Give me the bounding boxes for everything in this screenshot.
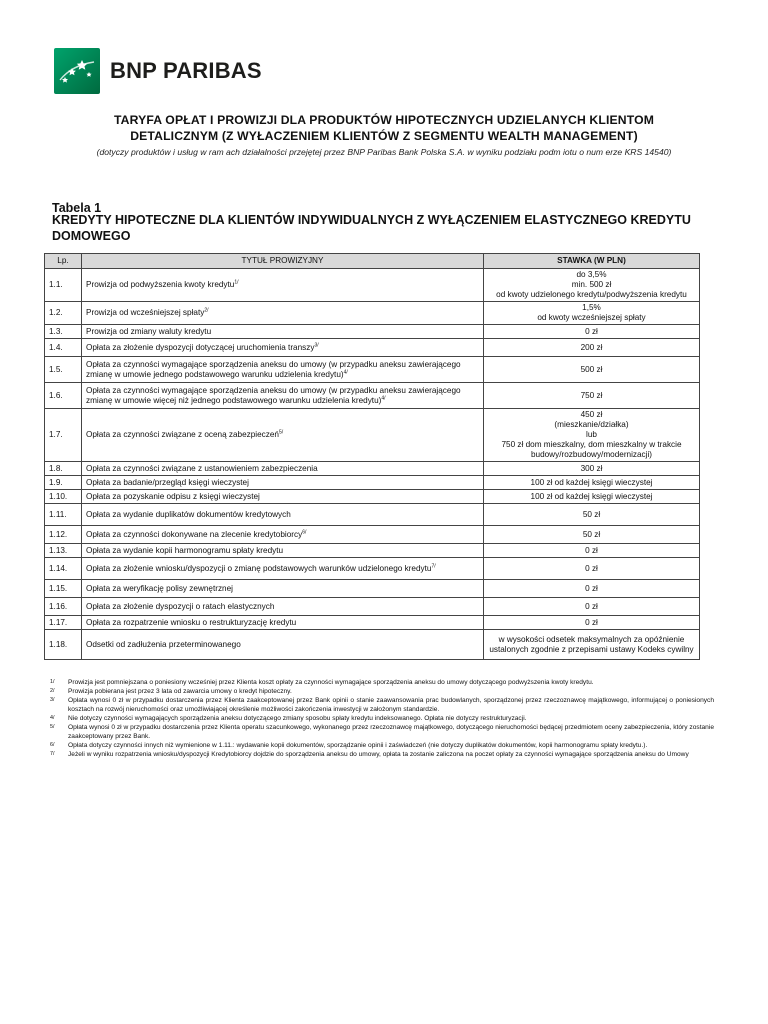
footnote-mark: 2/ — [50, 688, 55, 694]
table-row — [45, 490, 700, 504]
rate-line: 750 zł — [580, 390, 603, 400]
footnote-mark: 5/ — [50, 724, 55, 730]
row-number: 1.1. — [45, 269, 82, 302]
footnote — [50, 714, 714, 723]
footnote-text: Jeżeli w wyniku rozpatrzenia wniosku/dyspozycji Kredytobiorcy dojdzie do sporządzenia aneksu do umowy, opłata ta zostanie zaliczona na poczet opłaty za czynności wymagające sporządzenia aneksu do Umowy — [68, 751, 689, 758]
page-subtitle: (dotyczy produktów i usług w ram ach działalności przejętej przez BNP Paribas Bank Polska S.A. w wyniku podziału podm iotu o num erze KRS 14540) — [96, 147, 672, 157]
table-row — [45, 504, 700, 526]
table-row — [45, 544, 700, 558]
rate-line: do 3,5% — [576, 270, 607, 279]
fee-title-text: Opłata za badanie/przegląd księgi wieczystej — [86, 477, 249, 487]
footnote-text: Nie dotyczy czynności wymagających sporządzenia aneksu dotyczącego zmiany sposobu spłaty kredytu indeksowanego. Opłata nie dotyczy restrukturyzacji. — [68, 715, 527, 722]
table-row — [45, 302, 700, 325]
rate-line: 750 zł dom mieszkalny, dom mieszkalny w trakcie budowy/rozbudowy/modernizacji) — [501, 440, 682, 459]
row-rate — [484, 630, 700, 660]
fee-title-text: Opłata za czynności wymagające sporządzenia aneksu do umowy (w przypadku aneksu zawierającego zmianę w umowie więcej niż jednego podstawowego warunku udzielenia kredytu) — [86, 385, 461, 405]
row-fee-title — [82, 462, 484, 476]
row-number: 1.14. — [45, 558, 82, 580]
rate-line: 0 zł — [585, 601, 598, 611]
row-fee-title — [82, 504, 484, 526]
table-row — [45, 558, 700, 580]
footnote-ref: 4/ — [381, 394, 386, 401]
rate-line: 50 zł — [582, 529, 601, 539]
footnote — [50, 678, 714, 687]
row-number: 1.2. — [45, 302, 82, 325]
rate-line: 450 zł — [580, 410, 603, 419]
footnote-text: Prowizja jest pomniejszana o poniesiony wcześniej przez Klienta koszt opłaty za czynności wymagające sporządzenia aneksu do umowy dotyczącego podwyższenia kwoty kredytu. — [68, 679, 594, 686]
rate-line: 0 zł — [585, 545, 598, 555]
rate-line: 0 zł — [585, 326, 598, 336]
row-rate — [484, 598, 700, 616]
row-rate — [484, 339, 700, 357]
rate-line: 100 zł od każdej księgi wieczystej — [530, 477, 653, 487]
page-title-line-2: DETALICZNYM (Z WYŁACZENIEM KLIENTÓW Z SEGMENTU WEALTH MANAGEMENT) — [130, 129, 638, 143]
rate-line: 300 zł — [580, 463, 603, 473]
row-fee-title — [82, 580, 484, 598]
row-rate — [484, 462, 700, 476]
row-number: 1.15. — [45, 580, 82, 598]
table-row — [45, 269, 700, 302]
fee-title-text: Prowizja od wcześniejszej spłaty — [86, 308, 205, 317]
row-rate — [484, 544, 700, 558]
table-row — [45, 383, 700, 409]
footnote-mark: 6/ — [50, 742, 55, 748]
row-fee-title — [82, 339, 484, 357]
row-rate — [484, 409, 700, 462]
header-title: TYTUŁ PROWIZYJNY — [82, 254, 484, 269]
footnote-mark: 1/ — [50, 679, 55, 685]
row-rate — [484, 490, 700, 504]
table-title: KREDYTY HIPOTECZNE DLA KLIENTÓW INDYWIDUALNYCH Z WYŁĄCZENIEM ELASTYCZNEGO KREDYTU DOMOWEGO — [52, 213, 691, 243]
row-number: 1.5. — [45, 357, 82, 383]
table-row — [45, 616, 700, 630]
fees-table-body — [45, 269, 700, 660]
fee-title-text: Opłata za wydanie kopii harmonogramu spłaty kredytu — [86, 545, 284, 555]
row-number: 1.4. — [45, 339, 82, 357]
fee-title-text: Opłata za rozpatrzenie wniosku o restrukturyzację kredytu — [86, 617, 297, 627]
rate-line: 200 zł — [580, 342, 603, 352]
row-fee-title — [82, 325, 484, 339]
table-row — [45, 357, 700, 383]
page-title-line-1: TARYFA OPŁAT I PROWIZJI DLA PRODUKTÓW HIPOTECZNYCH UDZIELANYCH KLIENTOM — [113, 113, 655, 127]
row-rate — [484, 383, 700, 409]
rate-line: od kwoty wcześniejszej spłaty — [537, 313, 646, 322]
row-fee-title — [82, 409, 484, 462]
rate-line: 1,5% — [582, 303, 601, 312]
row-fee-title — [82, 630, 484, 660]
logo-wordmark: BNP PARIBAS — [110, 58, 262, 83]
fee-title-text: Opłata za czynności związane z ustanowieniem zabezpieczenia — [86, 463, 318, 473]
header-lp: Lp. — [45, 254, 82, 269]
row-number: 1.17. — [45, 616, 82, 630]
row-number: 1.3. — [45, 325, 82, 339]
table-row — [45, 526, 700, 544]
row-fee-title — [82, 526, 484, 544]
row-rate — [484, 476, 700, 490]
footnote-mark: 4/ — [50, 715, 55, 721]
row-rate — [484, 504, 700, 526]
row-number: 1.18. — [45, 630, 82, 660]
row-fee-title — [82, 558, 484, 580]
row-rate — [484, 325, 700, 339]
fee-title-text: Odsetki od zadłużenia przeterminowanego — [86, 639, 241, 649]
row-fee-title — [82, 616, 484, 630]
table-row — [45, 476, 700, 490]
table-row — [45, 630, 700, 660]
footnote — [50, 696, 714, 714]
footnote-text: Opłata wynosi 0 zł w przypadku dostarczenia przez Klienta zaakceptowanej przez Bank opinii o stanie zaawansowania prac budowlanych, sporządzonej przez rzeczoznawcę majątkowego, informującej o poniesionych kosztach na rozwój nieruchomości oraz umożliwiającej określenie możliwości zakończenia inwestycji w założonym standardzie. — [68, 697, 714, 713]
rate-line: (mieszkanie/działka) — [554, 420, 629, 429]
row-rate — [484, 526, 700, 544]
table-row — [45, 325, 700, 339]
rate-line: 100 zł od każdej księgi wieczystej — [530, 491, 653, 501]
row-number: 1.12. — [45, 526, 82, 544]
fee-title-text: Prowizja od zmiany waluty kredytu — [86, 326, 212, 336]
row-rate — [484, 269, 700, 302]
row-rate — [484, 616, 700, 630]
fee-title-text: Opłata za złożenie dyspozycji dotyczącej uruchomienia transzy — [86, 342, 315, 352]
row-fee-title — [82, 302, 484, 325]
rate-line: od kwoty udzielonego kredytu/podwyższenia kredytu — [496, 290, 687, 299]
document-header — [40, 112, 728, 158]
rate-line: 0 zł — [585, 563, 598, 573]
row-number: 1.13. — [45, 544, 82, 558]
fee-title-text: Opłata za złożenie dyspozycji o ratach elastycznych — [86, 601, 275, 611]
footnote — [50, 723, 714, 741]
footnote-text: Opłata dotyczy czynności innych niż wymienione w 1.11.: wydawanie kopii dokumentów, sporządzanie opinii i zaświadczeń (nie dotyczy duplikatów dokumentów, kopii harmonogramu spłaty kredytu.). — [68, 742, 648, 749]
footnote — [50, 687, 714, 696]
fee-title-text: Opłata za złożenie wniosku/dyspozycji o zmianę podstawowych warunków udzielonego kredytu — [86, 563, 432, 573]
footnote-ref: 7/ — [431, 562, 436, 569]
fee-title-text: Opłata za wydanie duplikatów dokumentów kredytowych — [86, 509, 291, 519]
rate-line: 0 zł — [585, 583, 598, 593]
table-row — [45, 598, 700, 616]
footnote — [50, 750, 714, 759]
row-number: 1.6. — [45, 383, 82, 409]
row-fee-title — [82, 357, 484, 383]
fees-table — [44, 253, 700, 660]
row-fee-title — [82, 598, 484, 616]
rate-line: lub — [586, 430, 597, 439]
footnote-ref: 3/ — [314, 341, 319, 348]
footnote-ref: 2/ — [204, 307, 209, 314]
row-fee-title — [82, 383, 484, 409]
row-fee-title — [82, 476, 484, 490]
fee-title-text: Opłata za czynności dokonywane na zlecenie kredytobiorcy — [86, 529, 303, 539]
rate-line: 0 zł — [585, 617, 598, 627]
rate-line: w wysokości odsetek maksymalnych za opóźnienie ustalonych zgodnie z przepisami ustawy Kodeks cywilny — [489, 634, 694, 654]
table-row — [45, 409, 700, 462]
bnp-paribas-logo — [54, 48, 262, 94]
rate-line: min. 500 zł — [571, 280, 612, 289]
row-rate — [484, 357, 700, 383]
table-row — [45, 462, 700, 476]
table-row — [45, 580, 700, 598]
row-fee-title — [82, 490, 484, 504]
row-number: 1.9. — [45, 476, 82, 490]
fee-title-text: Opłata za weryfikację polisy zewnętrznej — [86, 583, 233, 593]
rate-line: 500 zł — [580, 364, 603, 374]
table-label: Tabela 1 — [52, 201, 102, 215]
row-number: 1.11. — [45, 504, 82, 526]
fee-title-text: Opłata za pozyskanie odpisu z księgi wieczystej — [86, 491, 260, 501]
footnote-text: Opłata wynosi 0 zł w przypadku dostarczenia przez Klienta operatu szacunkowego, wykonanego przez rzeczoznawcę majątkowego, dotyczącego nieruchomości będącej przedmiotem oceny zabezpieczenia, który zostanie zaakceptowany przez Bank. — [68, 724, 714, 740]
footnote-text: Prowizja pobierana jest przez 3 lata od zawarcia umowy o kredyt hipoteczny. — [68, 688, 292, 695]
header-rate: STAWKA (W PLN) — [484, 254, 700, 269]
row-fee-title — [82, 269, 484, 302]
fee-title-text: Opłata za czynności wymagające sporządzenia aneksu do umowy (w przypadku aneksu zawierającego zmianę w umowie jednego podstawowego warunku udzielenia kredytu) — [86, 359, 461, 379]
fee-title-text: Opłata za czynności związane z oceną zabezpieczeń — [86, 430, 279, 439]
footnote-mark: 3/ — [50, 697, 55, 703]
footnote-ref: 5/ — [278, 429, 284, 436]
table-header-row — [45, 254, 700, 269]
footnote-ref: 4/ — [343, 368, 348, 375]
row-number: 1.8. — [45, 462, 82, 476]
table-row — [45, 339, 700, 357]
bnp-stars-logo-icon — [54, 48, 100, 94]
row-number: 1.10. — [45, 490, 82, 504]
footnote-ref: 1/ — [234, 279, 239, 286]
row-number: 1.16. — [45, 598, 82, 616]
row-rate — [484, 558, 700, 580]
footnote — [50, 741, 714, 750]
footnotes — [50, 678, 714, 759]
footnote-mark: 7/ — [50, 751, 55, 757]
row-rate — [484, 580, 700, 598]
row-number: 1.7. — [45, 409, 82, 462]
footnote-ref: 6/ — [302, 528, 307, 535]
rate-line: 50 zł — [582, 509, 601, 519]
fee-title-text: Prowizja od podwyższenia kwoty kredytu — [86, 280, 235, 289]
row-fee-title — [82, 544, 484, 558]
row-rate — [484, 302, 700, 325]
